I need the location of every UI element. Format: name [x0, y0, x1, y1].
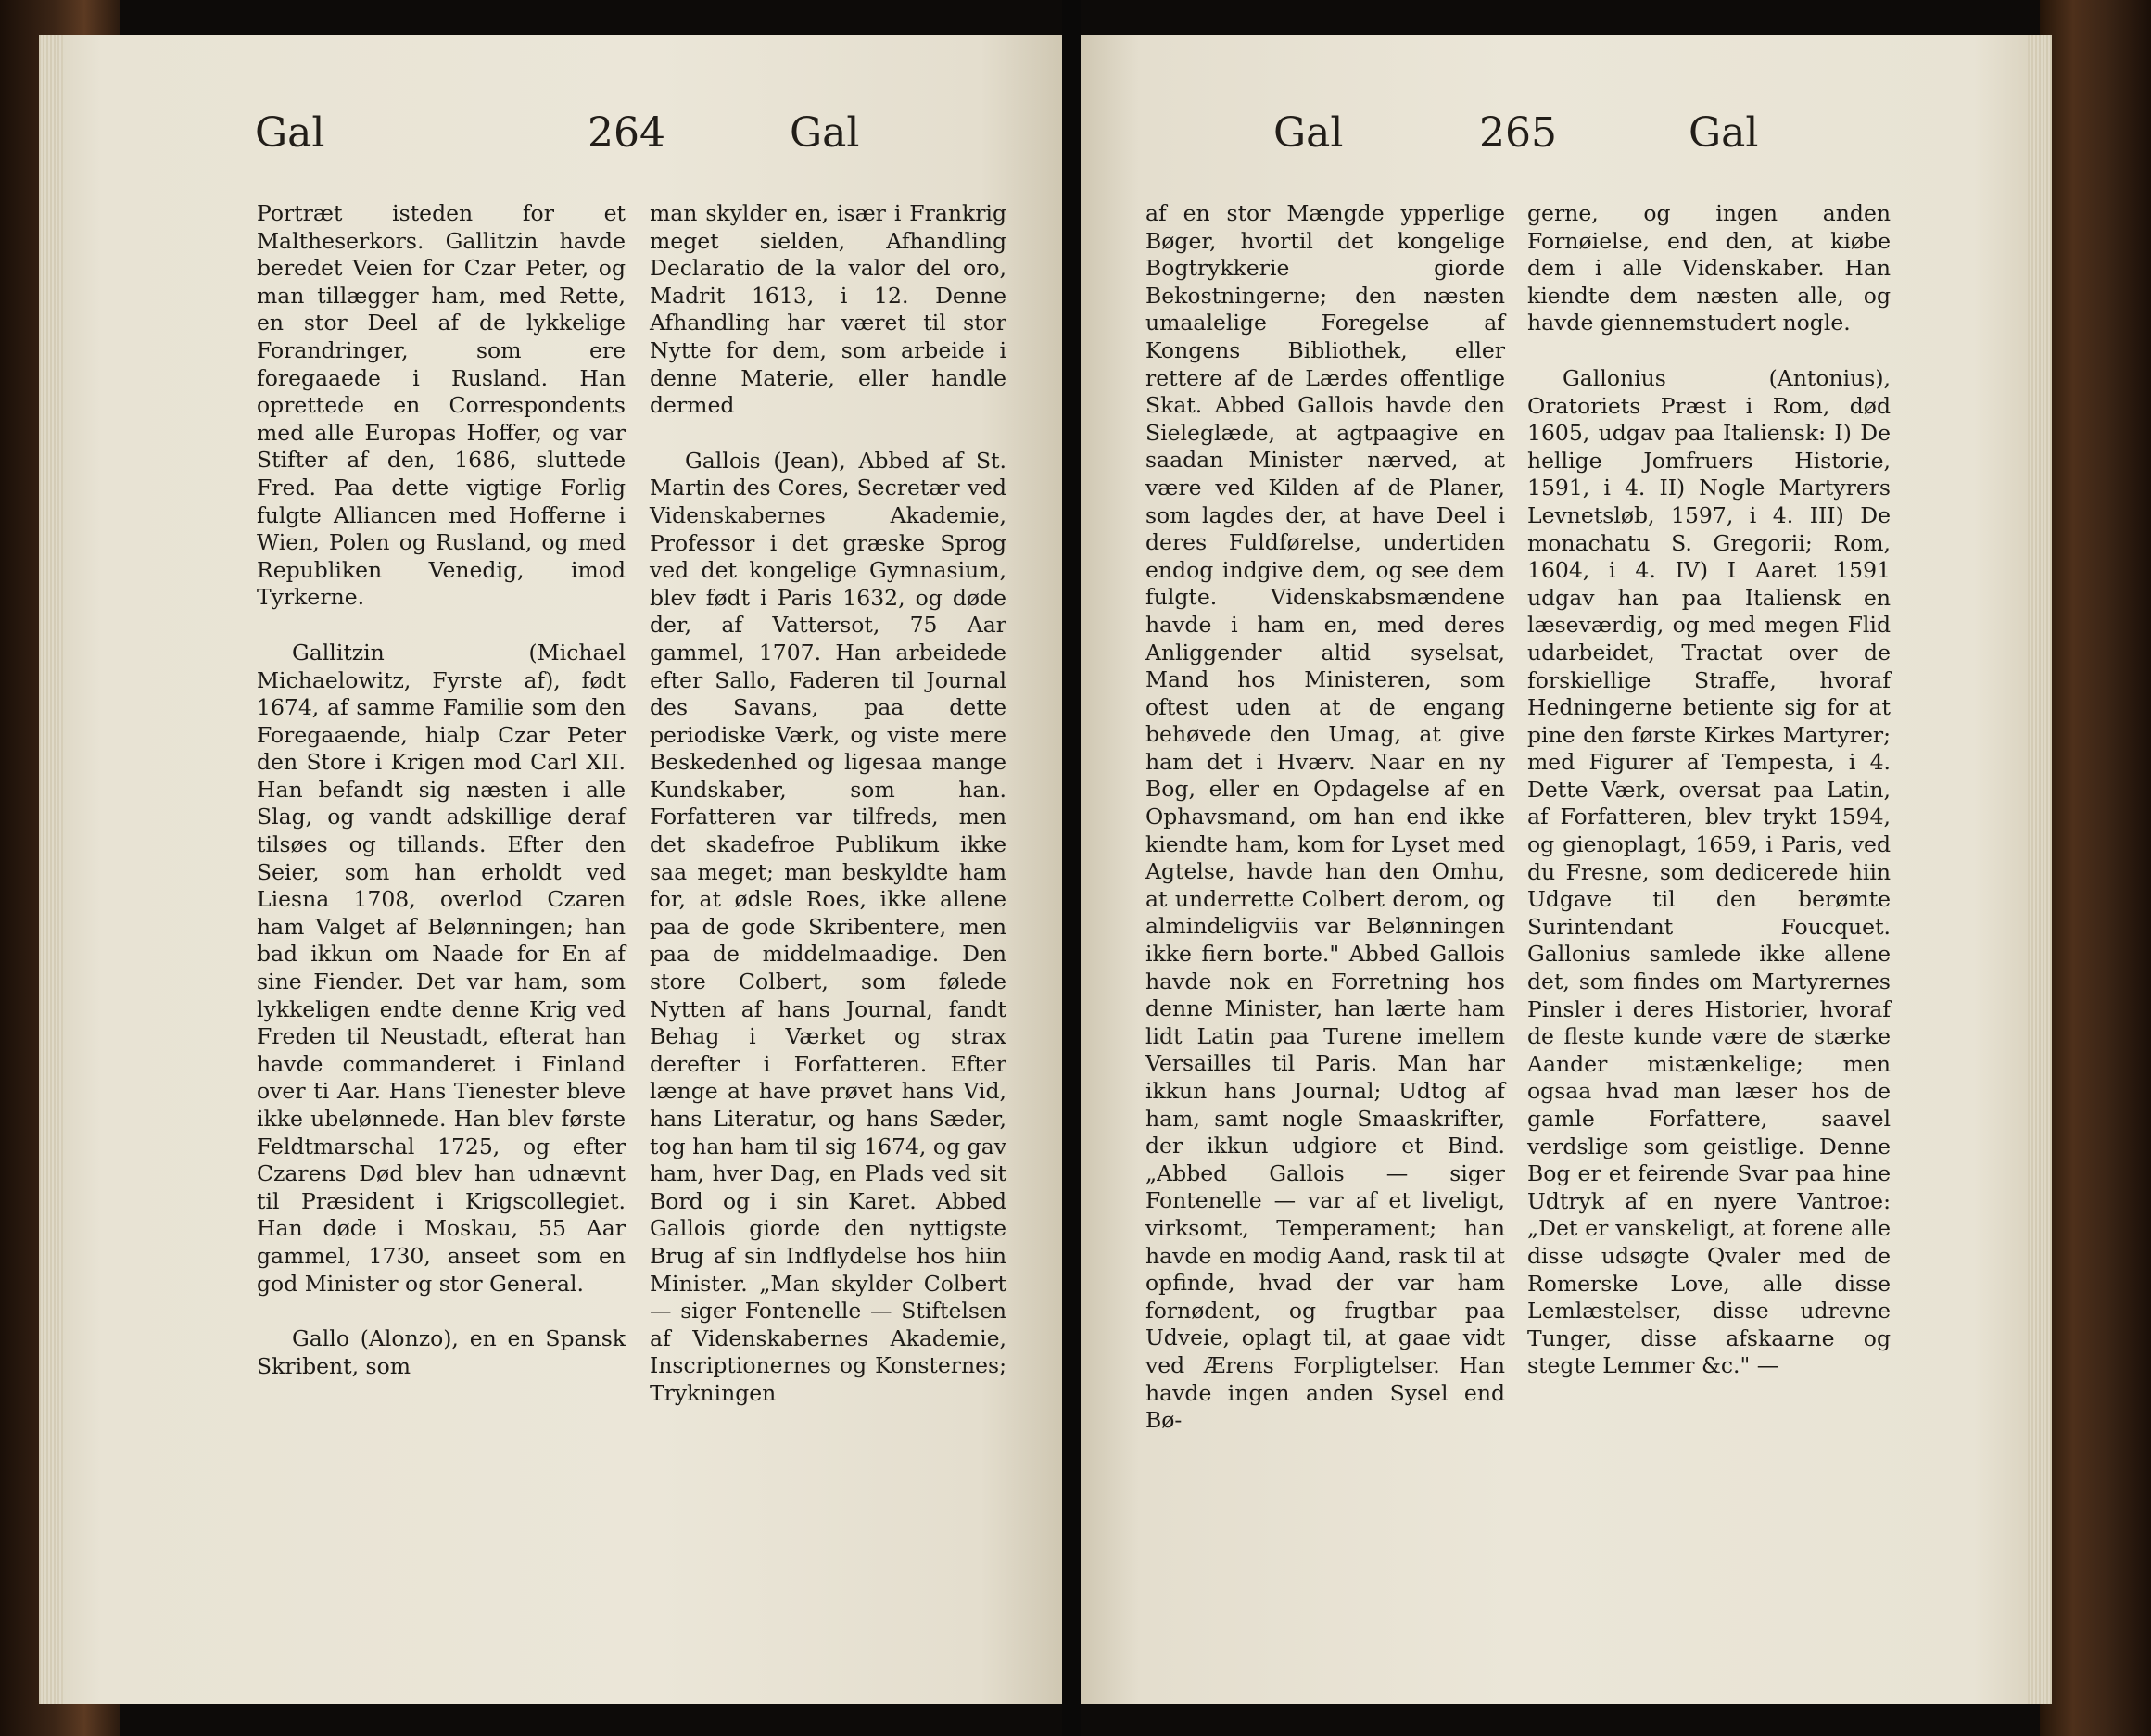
right-page-number: 265 — [1479, 109, 1557, 157]
book-gutter — [1062, 0, 1081, 1736]
right-page — [1081, 35, 2052, 1704]
left-page-column-2 — [650, 200, 1006, 1408]
right-header-word-left: Gal — [1273, 109, 1344, 157]
right-page-header — [1081, 109, 2052, 165]
right-page-column-2 — [1527, 200, 1891, 1380]
left-page-number: 264 — [588, 109, 665, 157]
entry-gallo: Gallo (Alonzo), en en Spansk Skribent, som — [257, 1325, 626, 1379]
paragraph: Portræt isteden for et Maltheserkors. Gallitzin havde beredet Veien for Czar Peter, og man tillægger ham, med Rette, en stor Deel af de lykkelige Forandringer, som ere foregaaede i Rusland. Han oprettede en Correspondents med alle Europas Hoffer, og var Stifter af den, 1686, sluttede Fred. Paa dette vigtige Forlig fulgte Alliancen med Hofferne i Wien, Polen og Rusland, og med Republiken Venedig, imod Tyrkerne. — [257, 200, 626, 611]
page-edges-right — [2028, 35, 2052, 1704]
entry-gallois: Gallois (Jean), Abbed af St. Martin des Cores, Secretær ved Videnskabernes Akademie, Professor i det græske Sprog ved det kongelige Gymnasium, blev født i Paris 1632, og døde der, af Vattersot, 75 Aar gammel, 1707. Han arbeidede efter Sallo, Faderen til Journal des Savans, paa dette periodiske Værk, og viste mere Beskedenhed og ligesaa mange Kundskaber, som han. Forfatteren var tilfreds, men det skadefroe Publikum ikke saa meget; man beskyldte ham for, at ødsle Roes, ikke allene paa de gode Skribentere, men paa de middelmaadige. Den store Colbert, som følede Nytten af hans Journal, fandt Behag i Værket og strax derefter i Forfatteren. Efter længe at have prøvet hans Vid, hans Literatur, og hans Sæder, tog han ham til sig 1674, og gav ham, hver Dag, en Plads ved sit Bord og i sin Karet. Abbed Gallois giorde den nyttigste Brug af sin Indflydelse hos hiin Minister. „Man skylder Colbert — siger Fontenelle — Stiftelsen af Videnskabernes Akademie, Inscriptionernes og Konsternes; Trykningen — [650, 447, 1006, 1406]
left-page-column-1 — [257, 200, 626, 1380]
left-header-word-left: Gal — [255, 109, 325, 157]
right-page-column-1 — [1145, 200, 1505, 1435]
paragraph: gerne, og ingen anden Fornøielse, end den, at kiøbe dem i alle Videnskaber. Han kiendte dem næsten alle, og havde giennemstudert nogle. — [1527, 200, 1891, 336]
left-page — [39, 35, 1062, 1704]
left-page-header — [39, 109, 1062, 165]
paragraph: af en stor Mængde ypperlige Bøger, hvortil det kongelige Bogtrykkerie giorde Bekostningerne; den næsten umaalelige Foregelse af Kongens Bibliothek, eller rettere af de Lærdes offentlige Skat. Abbed Gallois havde den Sieleglæde, at agtpaagive en saadan Minister nærved, at være ved Kilden af de Planer, som lagdes der, at have Deel i deres Fuldførelse, undertiden endog indgive dem, og see dem fulgte. Videnskabsmændene havde i ham en, med deres Anliggender altid syselsat, Mand hos Ministeren, som oftest uden at de engang behøvede den Umag, at give ham det i Hværv. Naar en ny Bog, eller en Opdagelse af en Ophavsmand, om han end ikke kiendte ham, kom for Lyset med Agtelse, havde han den Omhu, at underrette Colbert derom, og almindeligviis var Belønningen ikke fiern borte." Abbed Gallois havde nok en Forretning hos denne Minister, han lærte ham lidt Latin paa Turene imellem Versailles til Paris. Man har ikkun hans Journal; Udtog af ham, samt nogle Smaaskrifter, der ikkun udgiore et Bind. „Abbed Gallois — siger Fontenelle — var af et liveligt, virksomt, Temperament; han havde en modig Aand, rask til at opfinde, hvad der var ham fornødent, og frugtbar paa Udveie, oplagt til, at gaae vidt ved Ærens Forpligtelser. Han havde ingen anden Sysel end Bø- — [1145, 200, 1505, 1434]
entry-gallitzin-michael: Gallitzin (Michael Michaelowitz, Fyrste af), født 1674, af samme Familie som den Foregaaende, hialp Czar Peter den Store i Krigen mod Carl XII. Han befandt sig næsten i alle Slag, og vandt adskillige deraf tilsøes og tillands. Efter den Seier, som han erholdt ved Liesna 1708, overlod Czaren ham Valget af Belønningen; han bad ikkun om Naade for En af sine Fiender. Det var ham, som lykkeligen endte denne Krig ved Freden til Neustadt, efterat han havde commanderet i Finland over ti Aar. Hans Tienester bleve ikke ubelønnede. Han blev første Feldtmarschal 1725, og efter Czarens Død blev han udnævnt til Præsident i Krigscollegiet. Han døde i Moskau, 55 Aar gammel, 1730, anseet som en god Minister og stor General. — [257, 639, 626, 1297]
page-edges-left — [39, 35, 63, 1704]
right-header-word-right: Gal — [1689, 109, 1759, 157]
left-header-word-right: Gal — [790, 109, 860, 157]
entry-gallonius: Gallonius (Antonius), Oratoriets Præst i Rom, død 1605, udgav paa Italiensk: I) De hellige Jomfruers Historie, 1591, i 4. II) Nogle Martyrers Levnetsløb, 1597, i 4. III) De monachatu S. Gregorii; Rom, 1604, i 4. IV) I Aaret 1591 udgav han paa Italiensk en læseværdig, og med megen Flid udarbeidet, Tractat over de forskiellige Straffe, hvoraf Hedningerne betiente sig for at pine den første Kirkes Martyrer; med Figurer af Tempesta, i 4. Dette Værk, oversat paa Latin, af Forfatteren, blev trykt 1594, og gienoplagt, 1659, i Paris, ved du Fresne, som dedicerede hiin Udgave til den berømte Surintendant Foucquet. Gallonius samlede ikke allene det, som findes om Martyrernes Pinsler i deres Historier, hvoraf de fleste kunde være de stærke Aander mistænkelige; men ogsaa hvad man læser hos de gamle Forfattere, saavel verdslige som geistlige. Denne Bog er et feirende Svar paa hine Udtryk af en nyere Vantroe: „Det er vanskeligt, at forene alle disse udsøgte Qvaler med de Romerske Love, alle disse Lemlæstelser, disse udrevne Tunger, disse afskaarne og stegte Lemmer &c." — — [1527, 364, 1891, 1379]
book-cover-right — [2040, 0, 2151, 1736]
paragraph: man skylder en, især i Frankrig meget sielden, Afhandling Declaratio de la valor del oro, Madrit 1613, i 12. Denne Afhandling har været til stor Nytte for dem, som arbeide i denne Materie, eller handle dermed — [650, 200, 1006, 419]
